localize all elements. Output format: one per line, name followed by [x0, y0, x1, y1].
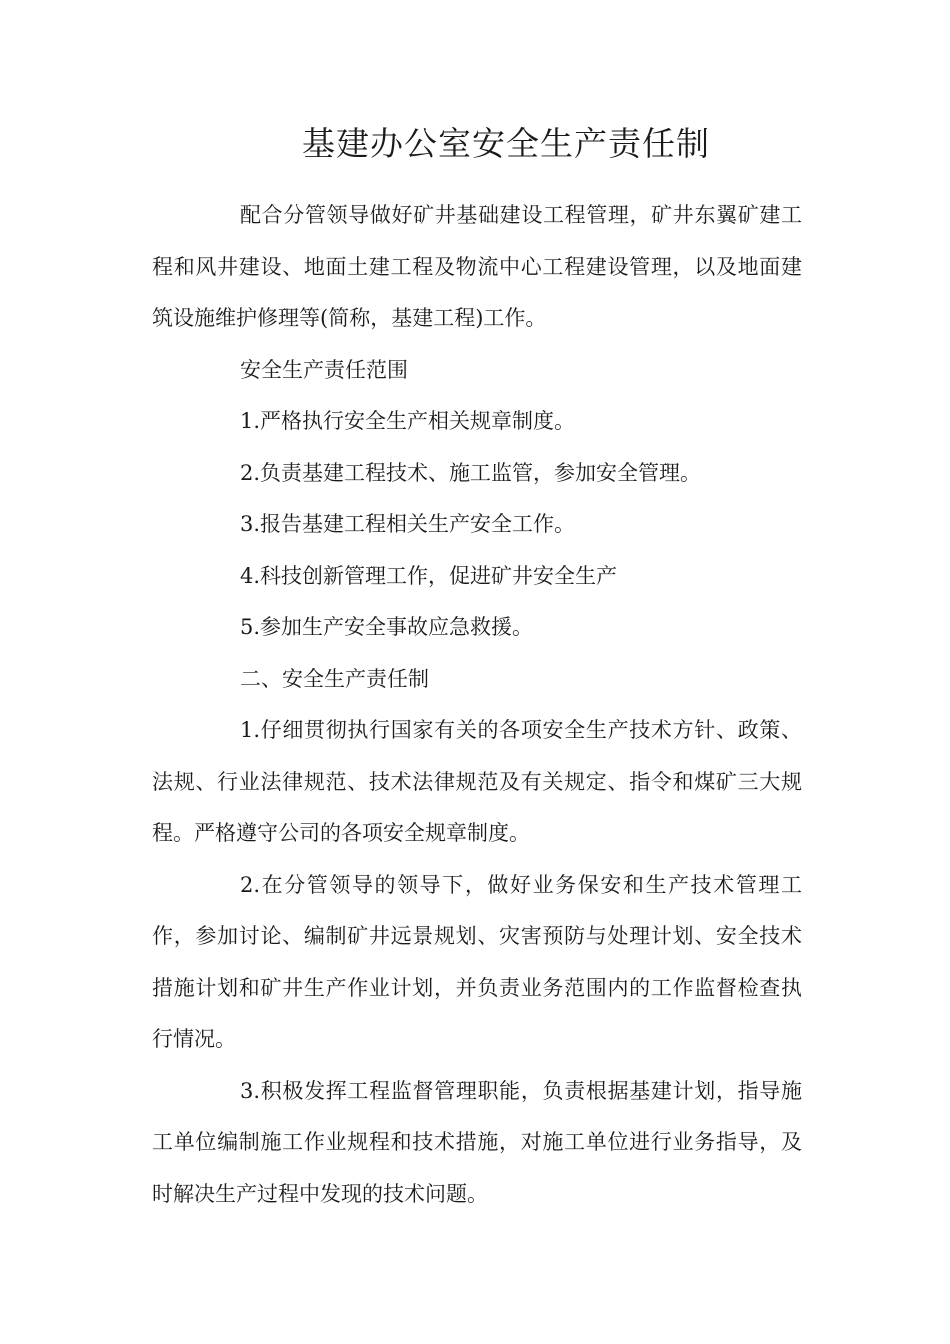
scope-item-1: 1.严格执行安全生产相关规章制度。 [240, 409, 576, 433]
scope-item-2: 2.负责基建工程技术、施工监管，参加安全管理。 [240, 460, 702, 485]
paragraph-intro: 配合分管领导做好矿井基础建设工程管理，矿井东翼矿建工程和风井建设、地面土建工程及物流中心工程建设管理，以及地面建筑设施维护修理等(简称，基建工程)工作。 [152, 203, 802, 330]
scope-item-3: 3.报告基建工程相关生产安全工作。 [240, 512, 576, 536]
responsibility-item-1: 1.仔细贯彻执行国家有关的各项安全生产技术方针、政策、法规、行业法律规范、技术法律规范及有关规定、指令和煤矿三大规程。严格遵守公司的各项安全规章制度。 [152, 718, 802, 845]
responsibility-item-2: 2.在分管领导的领导下，做好业务保安和生产技术管理工作，参加讨论、编制矿井远景规划、灾害预防与处理计划、安全技术措施计划和矿井生产作业计划，并负责业务范围内的工作监督检查执行情况。 [152, 872, 802, 1051]
document-title: 基建办公室安全生产责任制 [302, 124, 710, 163]
document-body [152, 190, 802, 1220]
responsibility-item-3: 3.积极发挥工程监督管理职能，负责根据基建计划，指导施工单位编制施工作业规程和技术措施，对施工单位进行业务指导，及时解决生产过程中发现的技术问题。 [152, 1078, 802, 1206]
scope-item-5: 5.参加生产安全事故应急救援。 [240, 615, 534, 639]
scope-item-4: 4.科技创新管理工作，促进矿井安全生产 [240, 563, 618, 588]
section-heading-responsibility: 二、安全生产责任制 [240, 666, 429, 691]
section-heading-scope: 安全生产责任范围 [240, 357, 408, 382]
